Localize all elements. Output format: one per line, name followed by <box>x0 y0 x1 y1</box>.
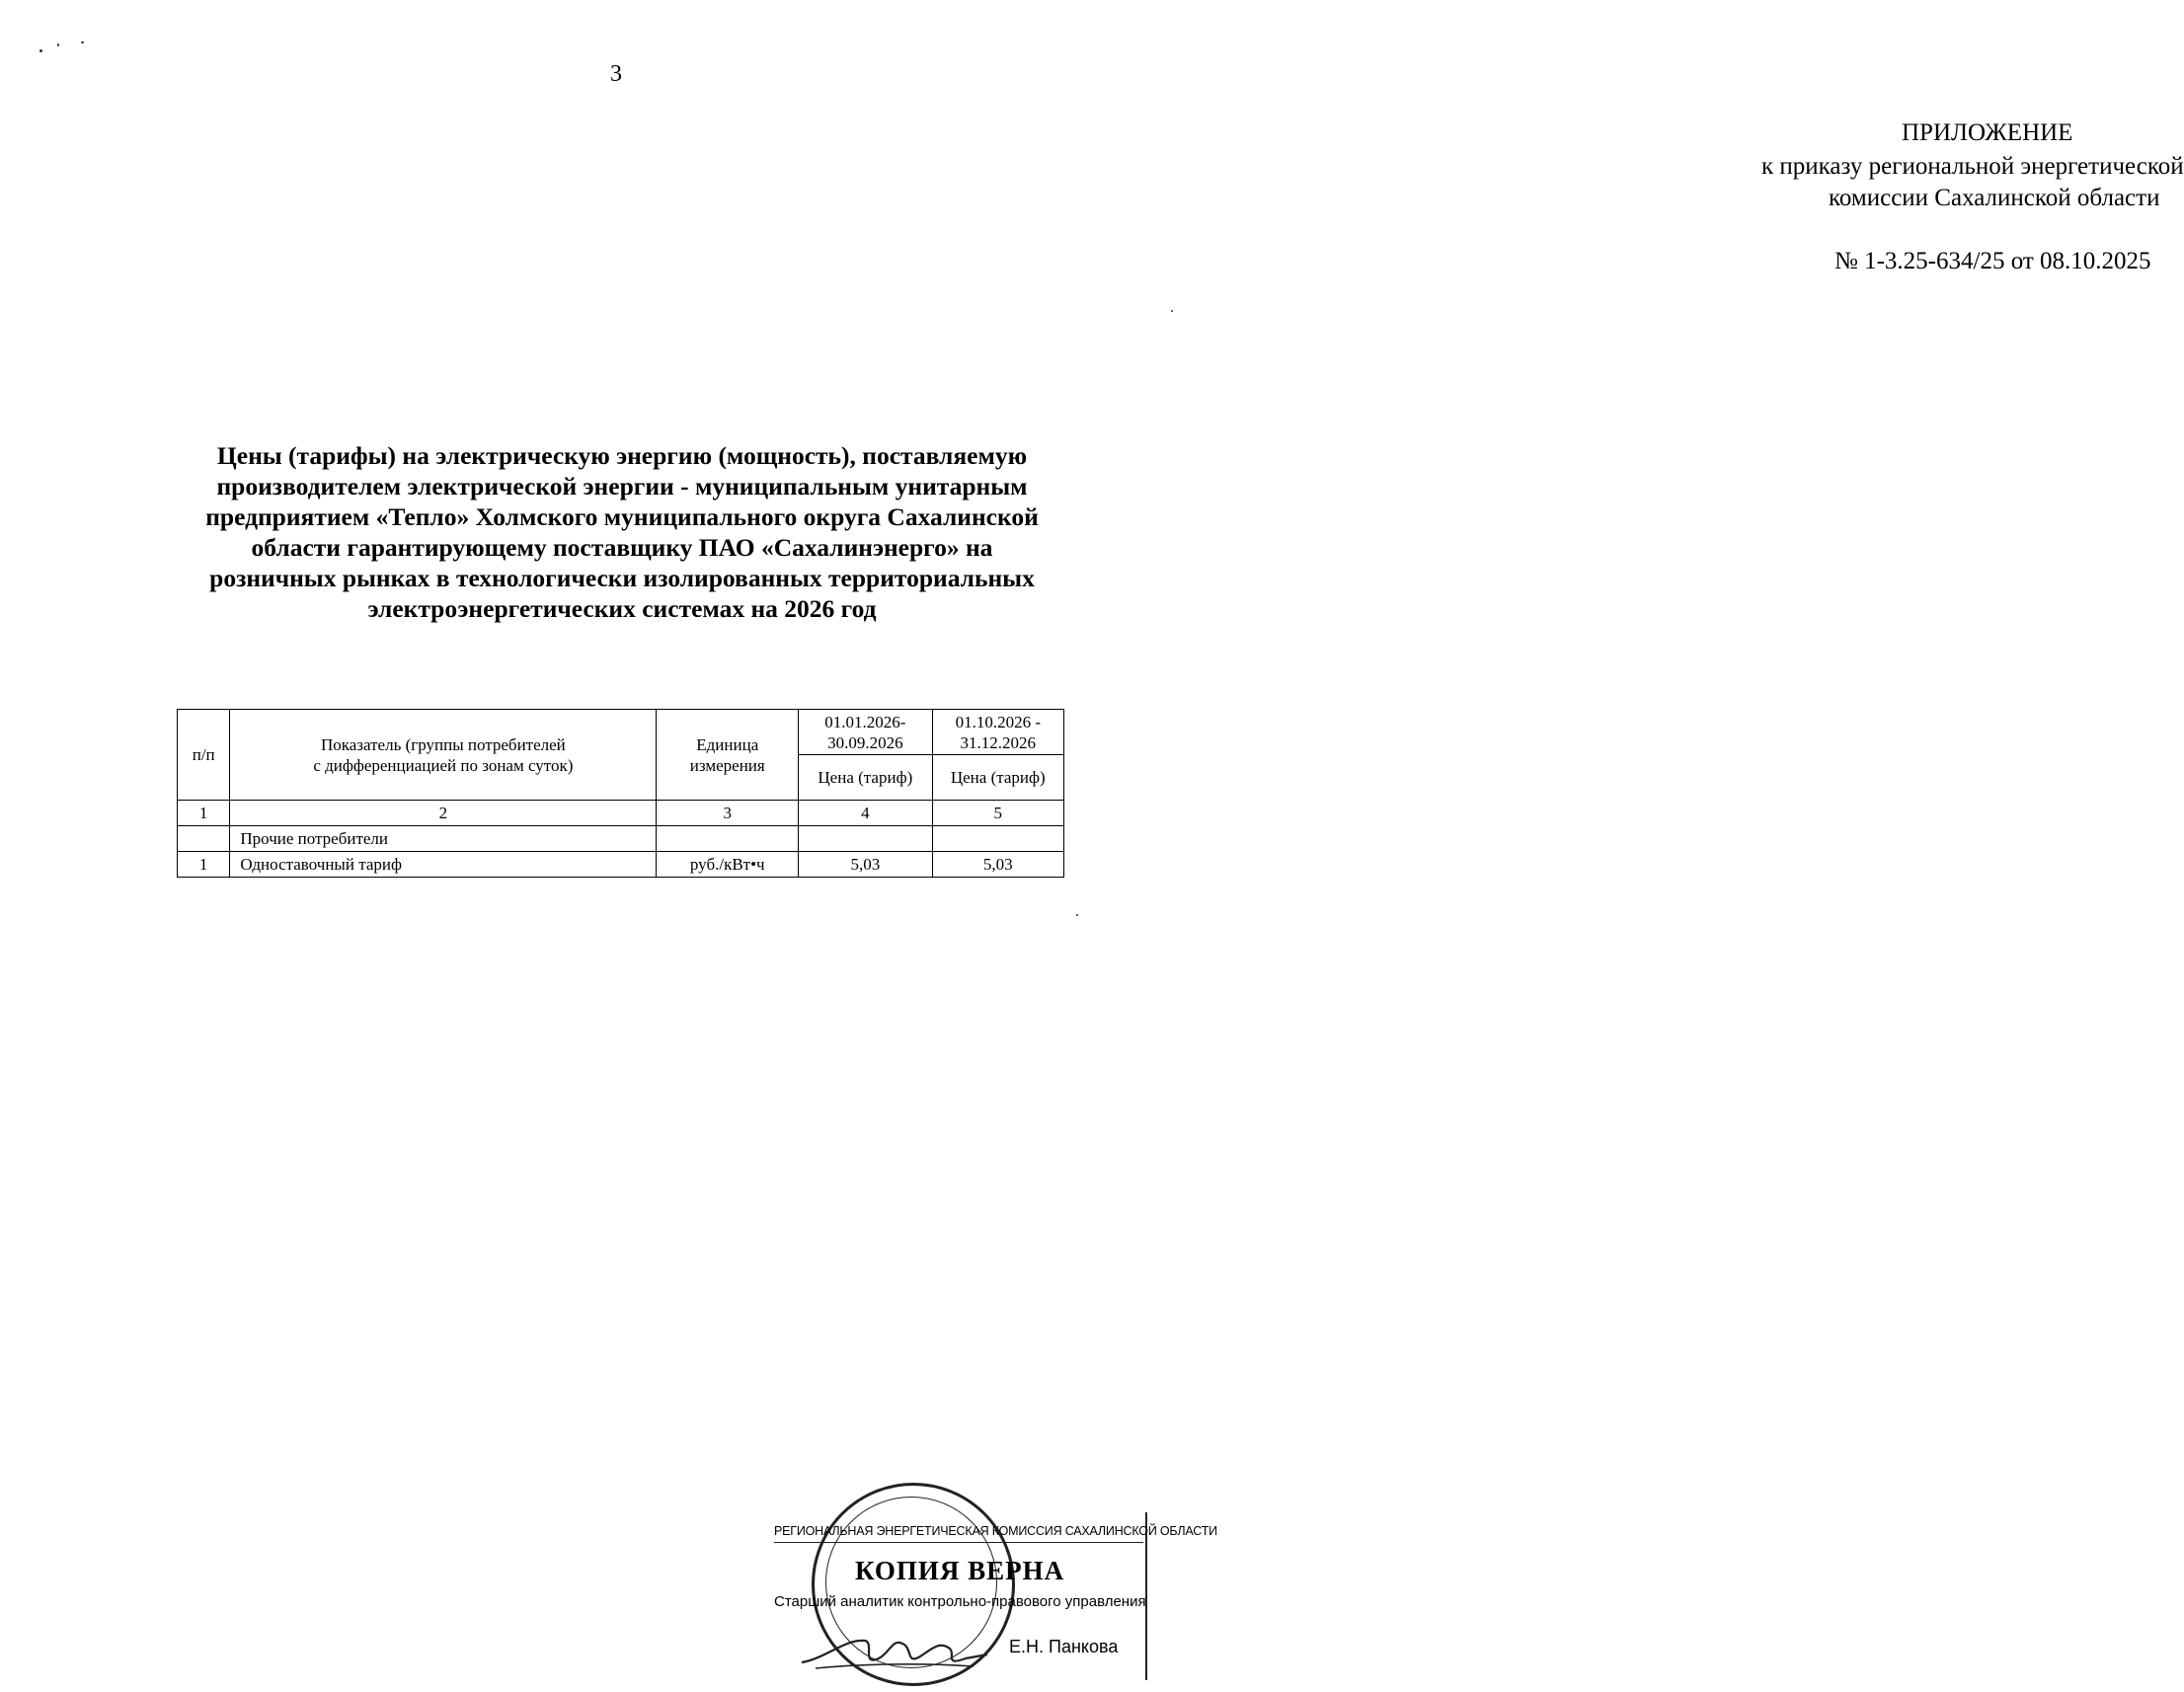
cell-label: Одноставочный тариф <box>230 852 657 878</box>
scan-speck <box>39 49 42 52</box>
cell-unit: руб./кВт•ч <box>657 852 799 878</box>
header-price-2: Цена (тариф) <box>932 755 1063 801</box>
header-indicator-line: Показатель (группы потребителей <box>320 734 566 754</box>
stamp-position: Старший аналитик контрольно-правового управления <box>774 1593 1146 1610</box>
column-number: 5 <box>932 801 1063 826</box>
title-line: производителем электрической энергии - муниципальным унитарным <box>216 472 1028 500</box>
title-line: области гарантирующему поставщику ПАО «Сахалинэнерго» на <box>251 533 993 562</box>
stamp-signatory-name: Е.Н. Панкова <box>1009 1637 1119 1656</box>
certification-stamp <box>760 1471 1217 1692</box>
header-indicator <box>230 710 657 801</box>
title-line: электроэнергетических системах на 2026 год <box>367 594 877 623</box>
cell-num: 1 <box>178 852 230 878</box>
scan-speck <box>81 41 84 43</box>
column-number: 1 <box>178 801 230 826</box>
appendix-order-line: к приказу региональной энергетической <box>1761 153 2184 180</box>
appendix-title: ПРИЛОЖЕНИЕ <box>1902 119 2073 146</box>
cell-label: Прочие потребители <box>230 826 657 852</box>
tariff-table <box>177 709 1064 878</box>
header-indicator-line: с дифференциацией по зонам суток) <box>313 755 574 775</box>
column-number: 4 <box>799 801 932 826</box>
column-number: 3 <box>657 801 799 826</box>
header-unit-line: Единица <box>696 734 759 754</box>
table-header-row <box>178 710 1064 755</box>
scan-speck <box>57 43 59 46</box>
title-line: розничных рынках в технологически изолированных территориальных <box>209 564 1035 592</box>
cell-price-2: 5,03 <box>932 852 1063 878</box>
title-line: Цены (тарифы) на электрическую энергию (мощность), поставляемую <box>216 441 1028 470</box>
stamp-certification-text: КОПИЯ ВЕРНА <box>855 1556 1065 1585</box>
header-period-2: 01.10.2026 - 31.12.2026 <box>932 710 1063 755</box>
appendix-order-reference: № 1-3.25-634/25 от 08.10.2025 <box>1834 248 2151 274</box>
page-number: 3 <box>610 61 622 87</box>
cell-price-2 <box>932 826 1063 852</box>
scan-speck <box>1171 310 1173 312</box>
cell-price-1 <box>799 826 932 852</box>
header-unit-line: измерения <box>689 755 765 775</box>
header-unit <box>657 710 799 801</box>
header-price-1: Цена (тариф) <box>799 755 932 801</box>
cell-unit <box>657 826 799 852</box>
cell-price-1: 5,03 <box>799 852 932 878</box>
table-row <box>178 852 1064 878</box>
table-group-row <box>178 826 1064 852</box>
document-title <box>158 440 1086 624</box>
column-number: 2 <box>230 801 657 826</box>
column-number-row <box>178 801 1064 826</box>
title-line: предприятием «Тепло» Холмского муниципального округа Сахалинской <box>205 502 1039 531</box>
scan-speck <box>1076 914 1078 916</box>
stamp-organization: РЕГИОНАЛЬНАЯ ЭНЕРГЕТИЧЕСКАЯ КОМИССИЯ САХАЛИНСКОЙ ОБЛАСТИ <box>774 1524 1217 1538</box>
header-num: п/п <box>178 710 230 801</box>
stamp-divider <box>774 1542 1143 1543</box>
cell-num <box>178 826 230 852</box>
header-period-1: 01.01.2026-30.09.2026 <box>799 710 932 755</box>
handwritten-signature <box>796 1619 993 1678</box>
appendix-commission-line: комиссии Сахалинской области <box>1829 185 2160 211</box>
